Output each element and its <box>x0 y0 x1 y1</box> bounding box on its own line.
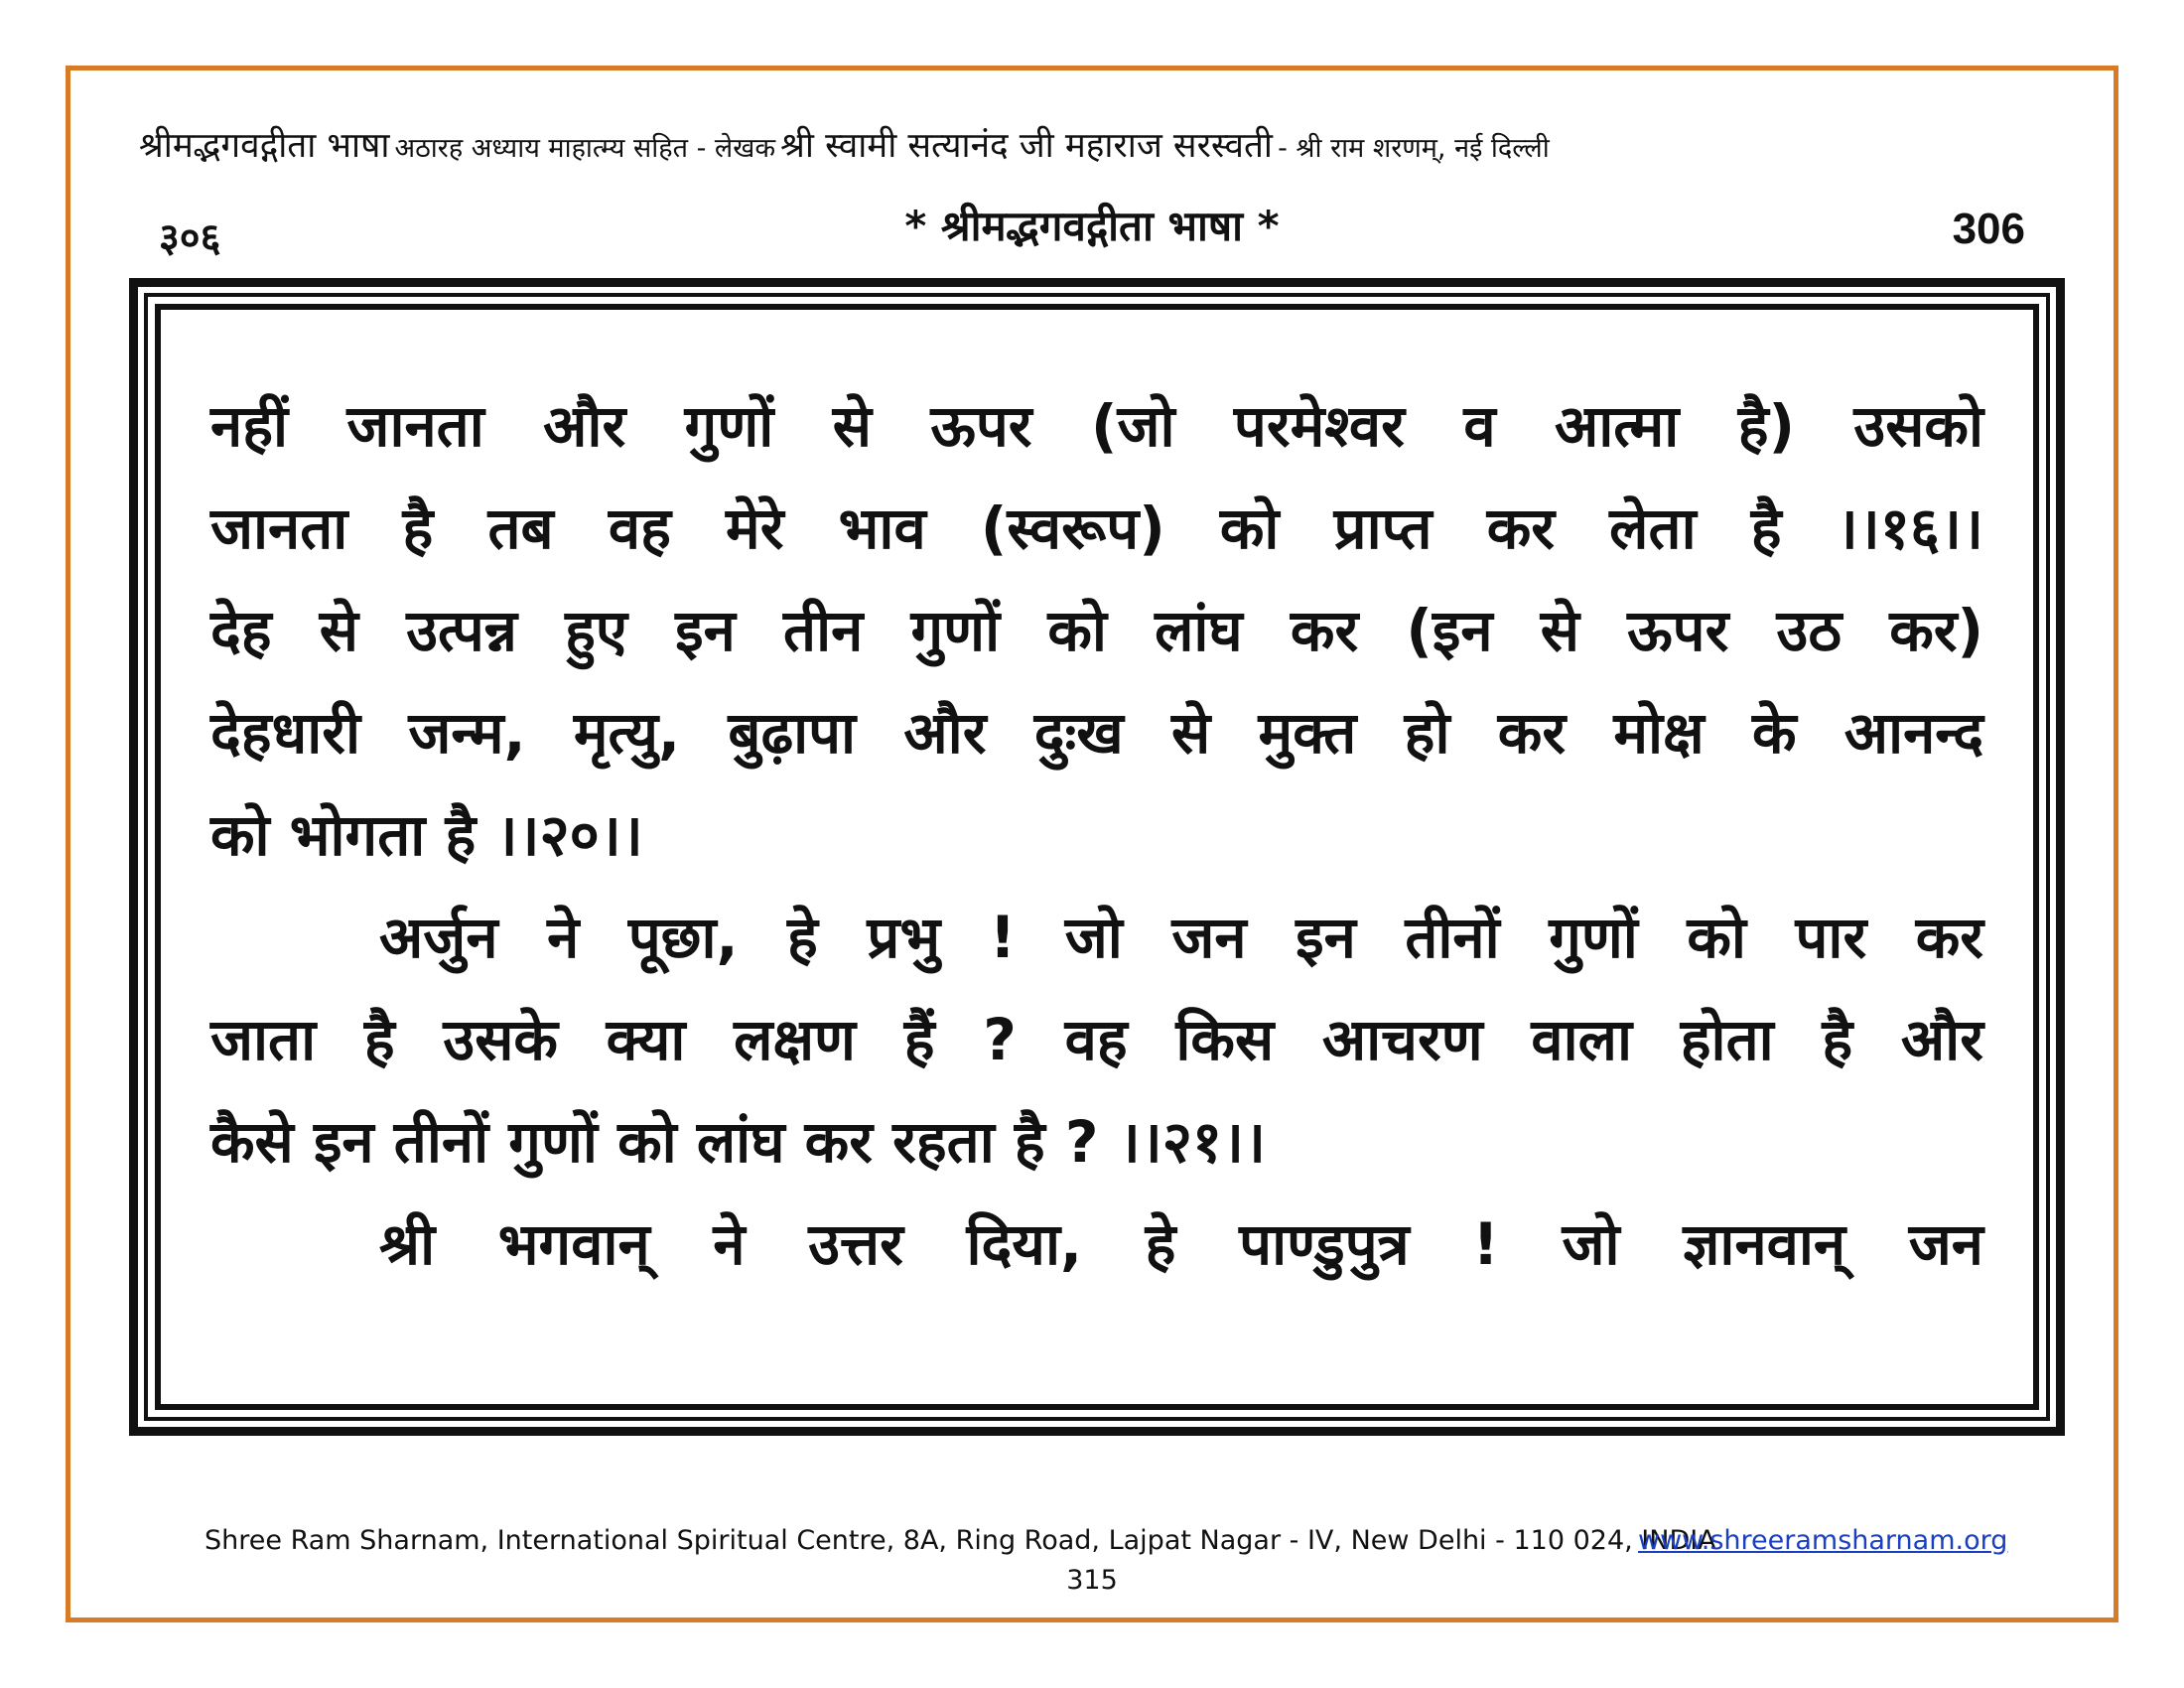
text-line: नहीं जानता और गुणों से ऊपर (जो परमेश्वर व आत्मा है) उसको <box>210 392 1983 460</box>
footer-page-number: 315 <box>1066 1565 1118 1596</box>
text-line: देह से उत्पन्न हुए इन तीन गुणों को लांघ कर (इन से ऊपर उठ कर) <box>210 597 1983 664</box>
author-name: श्री स्वामी सत्यानंद जी महाराज सरस्वती <box>780 126 1273 166</box>
footer-address: Shree Ram Sharnam, International Spiritual Centre, 8A, Ring Road, Lajpat Nagar - IV, New Delhi - 110 024, INDIA <box>205 1525 1716 1556</box>
page-number: 306 <box>1952 205 2025 253</box>
text-line: देहधारी जन्म, मृत्यु, बुढ़ापा और दुःख से मुक्त हो कर मोक्ष के आनन्द <box>210 699 1983 767</box>
text-line: को भोगता है ।।२०।। <box>210 801 643 869</box>
page-number-devanagari: ३०६ <box>159 215 221 261</box>
text-line: श्री भगवान् ने उत्तर दिया, हे पाण्डुपुत्र ! जो ज्ञानवान् जन <box>379 1210 1983 1278</box>
running-title: * श्रीमद्भगवद्गीता भाषा * <box>904 202 1280 250</box>
text-line: कैसे इन तीनों गुणों को लांघ कर रहता है ? ।।२१।। <box>210 1108 1266 1176</box>
book-subtitle: अठारह अध्याय माहात्म्य सहित - लेखक <box>394 133 776 164</box>
text-line: जानता है तब वह मेरे भाव (स्वरूप) को प्राप्त कर लेता है ।।१६।। <box>210 494 1983 562</box>
publisher-name: - श्री राम शरणम्, नई दिल्ली <box>1278 133 1550 164</box>
text-line: जाता है उसके क्या लक्षण हैं ? वह किस आचरण वाला होता है और <box>210 1006 1983 1073</box>
website-link[interactable]: www.shreeramsharnam.org <box>1638 1525 2008 1556</box>
book-title: श्रीमद्भगवद्गीता भाषा <box>139 126 390 166</box>
text-line: अर्जुन ने पूछा, हे प्रभु ! जो जन इन तीनों गुणों को पार कर <box>379 904 1983 971</box>
scripture-text <box>210 375 1983 1296</box>
book-header <box>139 121 2055 168</box>
